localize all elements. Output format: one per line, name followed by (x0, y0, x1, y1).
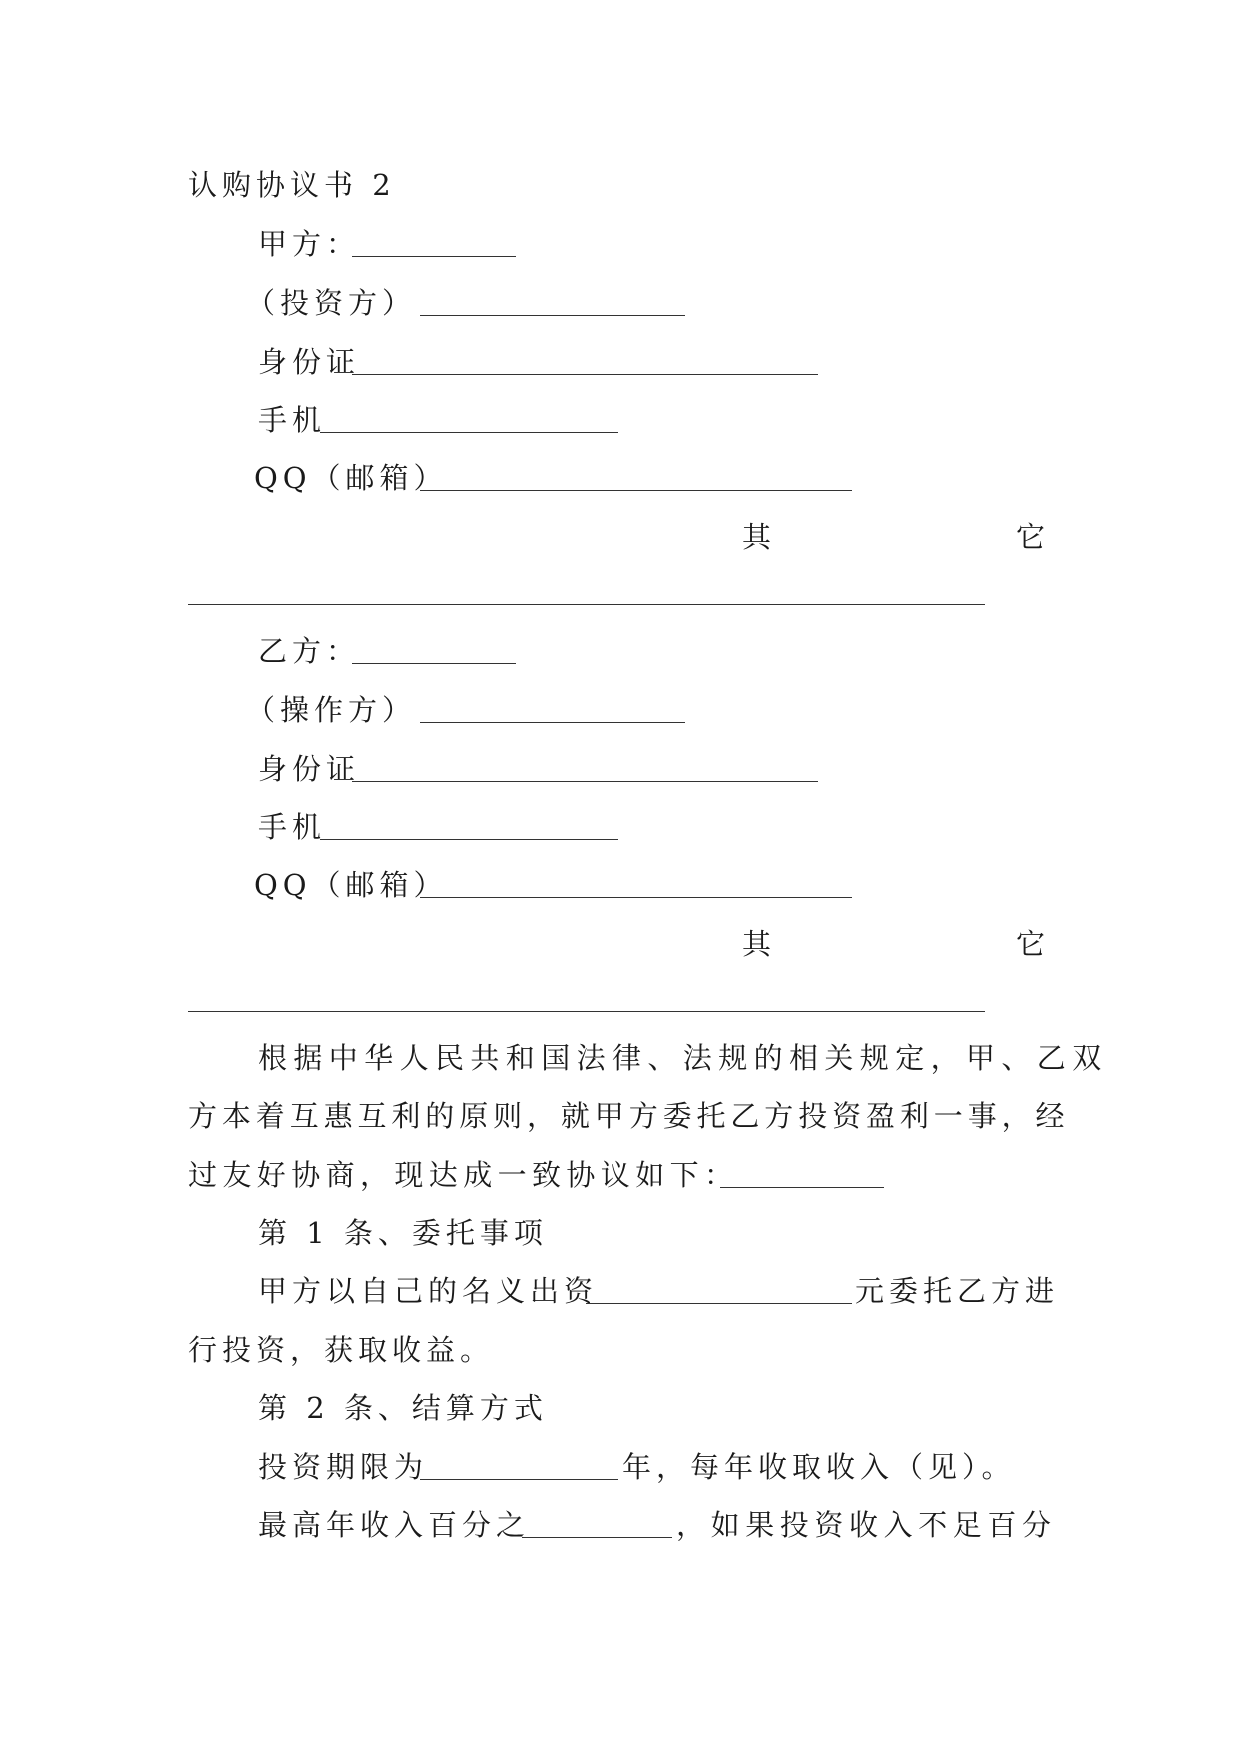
article-2-max-blank (522, 1537, 672, 1538)
article-1-amount-blank (586, 1303, 852, 1304)
party-a-qq-label: QQ（邮箱） (254, 461, 448, 495)
party-a-blank (352, 256, 516, 257)
party-a-other-right: 它 (1016, 520, 1051, 554)
party-a-qq-blank (420, 490, 852, 491)
article-1-line-1b: 元委托乙方进 (855, 1274, 1060, 1308)
party-a-other-left: 其 (742, 520, 777, 554)
intro-blank (720, 1187, 884, 1188)
party-b-role: （操作方） (246, 693, 417, 727)
article-2-term-b: 年，每年收取收入（见）。 (622, 1450, 1016, 1484)
party-b-phone-label: 手机 (258, 810, 327, 844)
party-a-id-label: 身份证 (258, 345, 361, 379)
intro-line-1: 根据中华人民共和国法律、法规的相关规定，甲、乙双 (258, 1041, 1108, 1075)
party-b-label: 乙方： (258, 634, 361, 668)
party-b-other-blank (188, 1011, 985, 1012)
article-2-max-a: 最高年收入百分之 (258, 1508, 531, 1542)
party-b-role-blank (420, 722, 685, 723)
party-a-label: 甲方： (258, 227, 361, 261)
party-a-role: （投资方） (246, 286, 417, 320)
article-2-term-a: 投资期限为 (258, 1450, 429, 1484)
party-a-phone-blank (320, 432, 618, 433)
party-b-id-label: 身份证 (258, 752, 361, 786)
party-b-id-blank (352, 781, 818, 782)
article-1-line-2: 行投资，获取收益。 (188, 1333, 495, 1367)
party-a-role-blank (420, 315, 685, 316)
party-b-other-left: 其 (742, 927, 777, 961)
party-a-phone-label: 手机 (258, 403, 327, 437)
party-a-id-blank (352, 374, 818, 375)
intro-line-3: 过友好协商，现达成一致协议如下： (188, 1158, 739, 1192)
party-b-other-right: 它 (1016, 927, 1051, 961)
document-title: 认购协议书 2 (188, 168, 396, 202)
party-b-phone-blank (320, 839, 618, 840)
party-b-blank (352, 663, 516, 664)
party-a-other-blank (188, 604, 985, 605)
party-b-qq-blank (420, 897, 852, 898)
article-1-line-1a: 甲方以自己的名义出资 (258, 1274, 599, 1308)
article-2-term-blank (420, 1479, 618, 1480)
article-2-heading: 第 2 条、结算方式 (258, 1391, 548, 1425)
party-b-qq-label: QQ（邮箱） (254, 868, 448, 902)
article-2-max-b: ，如果投资收入不足百分 (676, 1508, 1057, 1542)
intro-line-2: 方本着互惠互利的原则，就甲方委托乙方投资盈利一事，经 (188, 1099, 1070, 1133)
article-1-heading: 第 1 条、委托事项 (258, 1216, 548, 1250)
